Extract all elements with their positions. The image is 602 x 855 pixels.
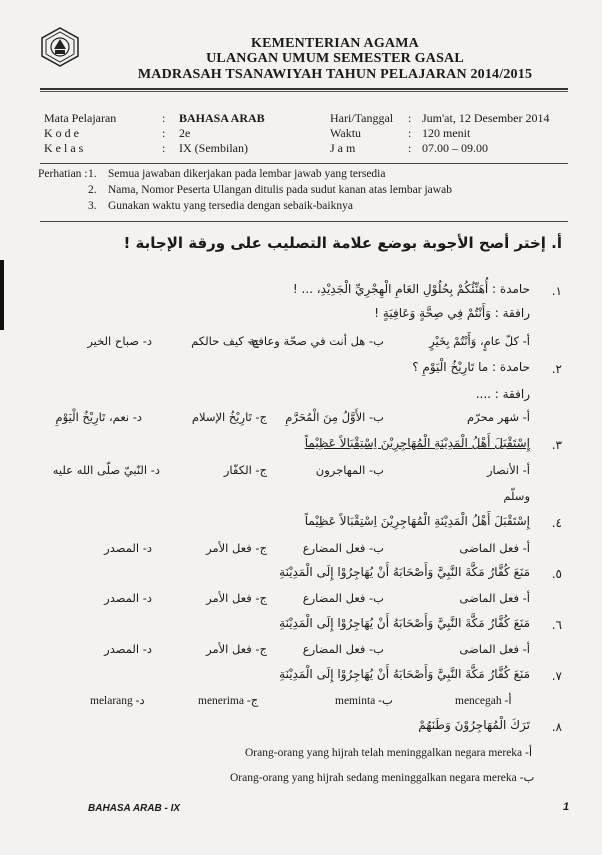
option-c: ج- فعل الأمر bbox=[206, 541, 267, 555]
question-text: حامدة : ما تَارِيْخُ الْيَوْمِ ؟ bbox=[412, 360, 530, 374]
instructions-label: Perhatian : bbox=[38, 168, 88, 180]
option-a: أ- الأنصار bbox=[487, 463, 530, 477]
kemenag-seal-icon bbox=[40, 27, 80, 67]
header-divider-thin bbox=[40, 91, 568, 92]
option-d: د- نعم، تَارِيْخُ الْيَوْمِ bbox=[55, 410, 142, 424]
question-number: ٧. bbox=[551, 669, 562, 683]
footer-subject: BAHASA ARAB - IX bbox=[88, 803, 181, 814]
question-text: مَنَعَ كُفَّارُ مَكَّةَ النَّبِيَّ وَأَصْحَابَهُ أَنْ يُهَاجِرُوْا إِلَى الْمَدِيْنَةِ bbox=[279, 616, 530, 630]
question-number: ٤. bbox=[551, 516, 562, 530]
option-a: أ- شهر محرّم bbox=[467, 410, 530, 424]
option-a: أ- فعل الماضى bbox=[459, 541, 530, 555]
option-c: ج- فعل الأمر bbox=[206, 591, 267, 605]
option-a: mencegah -أ bbox=[455, 695, 512, 707]
option-d-continuation: وسلّم bbox=[503, 489, 530, 503]
option-a: أ- فعل الماضى bbox=[459, 591, 530, 605]
option-b: Orang-orang yang hijrah sedang meninggalkan negara mereka -ب bbox=[230, 772, 535, 784]
exam-page: KEMENTERIAN AGAMA ULANGAN UMUM SEMESTER GASAL MADRASAH TSANAWIYAH TAHUN PELAJARAN 2014/2015 Mata Pelajaran : BAHASA ARAB K o d e : 2e K e l a s : IX (Sembilan) Hari/Tanggal : Jum'at, 12 Desember 2014 Waktu : 120 menit J a m : 07.00 – 09.00 Perhatian : 1. Semua jawaban dikerjakan pada lembar jawab yang tersedia 2. Nama, Nomor Peserta Ulangan ditulis pada sudut kanan atas lembar jawab 3. Gunakan waktu yang tersedia dengan sebaik-baiknya أ. إختر أصح الأجوبة بوضع علامة التصليب على ورقة الإجابة ! ١. حامدة : أُهَنِّئُكُمْ بِحُلُوْلِ العَامِ الْهِجْرِيِّ الْجَدِيْدِ، ... ! رافقة : وَأَنْتُمْ فِي صِحَّةٍ وَعَافِيَةٍ ! أ- كلّ عامٍ، وَأَنْتُمْ بِخَيْرٍ ب- هل أنت في صحّة وعافية ج- كيف حالكم د- صباح الخير ٢. حامدة : ما تَارِيْخُ الْيَوْمِ ؟ رافقة : .... أ- شهر محرّم ب- الأَوَّلُ مِنَ الْمُحَرَّمِ ج- تَارِيْخُ الإسلام د- نعم، تَارِيْخُ الْيَوْمِ ٣. إِسْتَقْبَلَ أَهْلُ الْمَدِيْنَةِ الْمُهَاجِرِيْنَ اِسْتِقْبَالاً عَظِيْماً أ- الأنصار ب- المهاجرون ج- الكفّار د- النّبيّ صلّى الله عليه وسلّم ٤. إِسْتَقْبَلَ أَهْلُ الْمَدِيْنَةِ الْمُهَاجِرِيْنَ اِسْتِقْبَالاً عَظِيْماً أ- فعل الماضى ب- فعل المضارع ج- فعل الأمر د- المصدر ٥. مَنَعَ كُفَّارُ مَكَّةَ النَّبِيَّ وَأَصْحَابَهُ أَنْ يُهَاجِرُوْا إِلَى الْمَدِيْنَةِ أ- فعل الماضى ب- فعل المضارع ج- فعل الأمر د- المصدر ٦. مَنَعَ كُفَّارُ مَكَّةَ النَّبِيَّ وَأَصْحَابَهُ أَنْ يُهَاجِرُوْا إِلَى الْمَدِيْنَةِ أ- فعل الماضى ب- فعل المضارع ج- فعل الأمر د- المصدر ٧. مَنَعَ كُفَّارُ مَكَّةَ النَّبِيَّ وَأَصْحَابَهُ أَنْ يُهَاجِرُوْا إِلَى الْمَدِيْنَةِ mencegah -أ meminta -ب menerima -ج melarang -د ٨. تَرَكَ الْمُهَاجِرُوْنَ وَطَنَهُمْ Orang-orang yang hijrah telah meninggalkan negara mereka -أ Orang-orang yang hijrah sedang meninggalkan negara mereka -ب BAHASA ARAB - IX 1 bbox=[0, 0, 602, 855]
option-a: أ- فعل الماضى bbox=[459, 642, 530, 656]
question-text: مَنَعَ كُفَّارُ مَكَّةَ النَّبِيَّ وَأَصْحَابَهُ أَنْ يُهَاجِرُوْا إِلَى الْمَدِيْنَةِ bbox=[279, 565, 530, 579]
header-exam-title: ULANGAN UMUM SEMESTER GASAL bbox=[206, 51, 464, 66]
option-c: menerima -ج bbox=[198, 695, 259, 707]
info-divider bbox=[40, 163, 568, 164]
option-b: ب- الأَوَّلُ مِنَ الْمُحَرَّمِ bbox=[285, 410, 384, 424]
option-b: ب- هل أنت في صحّة وعافية bbox=[248, 334, 384, 348]
footer-page-number: 1 bbox=[563, 801, 570, 813]
option-d: د- المصدر bbox=[104, 541, 152, 555]
option-b: meminta -ب bbox=[335, 695, 393, 707]
question-text: إِسْتَقْبَلَ أَهْلُ الْمَدِيْنَةِ الْمُهَاجِرِيْنَ اِسْتِقْبَالاً عَظِيْماً bbox=[304, 514, 530, 528]
question-text: حامدة : أُهَنِّئُكُمْ بِحُلُوْلِ العَامِ الْهِجْرِيِّ الْجَدِيْدِ، ... ! bbox=[292, 282, 530, 296]
instructions-divider bbox=[40, 221, 568, 222]
question-number: ٥. bbox=[551, 567, 562, 581]
option-c: ج- كيف حالكم bbox=[191, 334, 259, 348]
option-b: ب- فعل المضارع bbox=[302, 541, 384, 555]
option-d: د- المصدر bbox=[104, 591, 152, 605]
option-b: ب- فعل المضارع bbox=[302, 591, 384, 605]
question-number: ١. bbox=[551, 284, 562, 298]
question-text: إِسْتَقْبَلَ أَهْلُ الْمَدِيْنَةِ الْمُهَاجِرِيْنَ اِسْتِقْبَالاً عَظِيْماً bbox=[304, 436, 530, 450]
option-c: ج- فعل الأمر bbox=[206, 642, 267, 656]
option-d: د- صباح الخير bbox=[87, 334, 152, 348]
option-d: melarang -د bbox=[90, 695, 145, 707]
question-number: ٣. bbox=[551, 438, 562, 452]
question-text: مَنَعَ كُفَّارُ مَكَّةَ النَّبِيَّ وَأَصْحَابَهُ أَنْ يُهَاجِرُوْا إِلَى الْمَدِيْنَةِ bbox=[279, 667, 530, 681]
scan-margin-mark bbox=[0, 260, 4, 330]
option-c: ج- تَارِيْخُ الإسلام bbox=[191, 410, 267, 424]
question-text: رافقة : وَأَنْتُمْ فِي صِحَّةٍ وَعَافِيَةٍ ! bbox=[374, 306, 530, 320]
option-d: د- النّبيّ صلّى الله عليه bbox=[52, 463, 160, 477]
question-text: تَرَكَ الْمُهَاجِرُوْنَ وَطَنَهُمْ bbox=[418, 718, 530, 732]
section-title: أ. إختر أصح الأجوبة بوضع علامة التصليب على ورقة الإجابة ! bbox=[123, 234, 562, 252]
option-b: ب- المهاجرون bbox=[315, 463, 384, 477]
option-b: ب- فعل المضارع bbox=[302, 642, 384, 656]
option-d: د- المصدر bbox=[104, 642, 152, 656]
question-number: ٨. bbox=[551, 720, 562, 734]
question-text: رافقة : .... bbox=[475, 387, 530, 401]
header-ministry: KEMENTERIAN AGAMA bbox=[251, 36, 419, 51]
option-a: Orang-orang yang hijrah telah meninggalkan negara mereka -أ bbox=[245, 747, 533, 759]
option-c: ج- الكفّار bbox=[223, 463, 267, 477]
header-school-year: MADRASAH TSANAWIYAH TAHUN PELAJARAN 2014/2015 bbox=[137, 67, 533, 82]
option-a: أ- كلّ عامٍ، وَأَنْتُمْ بِخَيْرٍ bbox=[429, 334, 530, 348]
question-number: ٦. bbox=[551, 618, 562, 632]
question-number: ٢. bbox=[551, 362, 562, 376]
header-divider bbox=[40, 88, 568, 90]
